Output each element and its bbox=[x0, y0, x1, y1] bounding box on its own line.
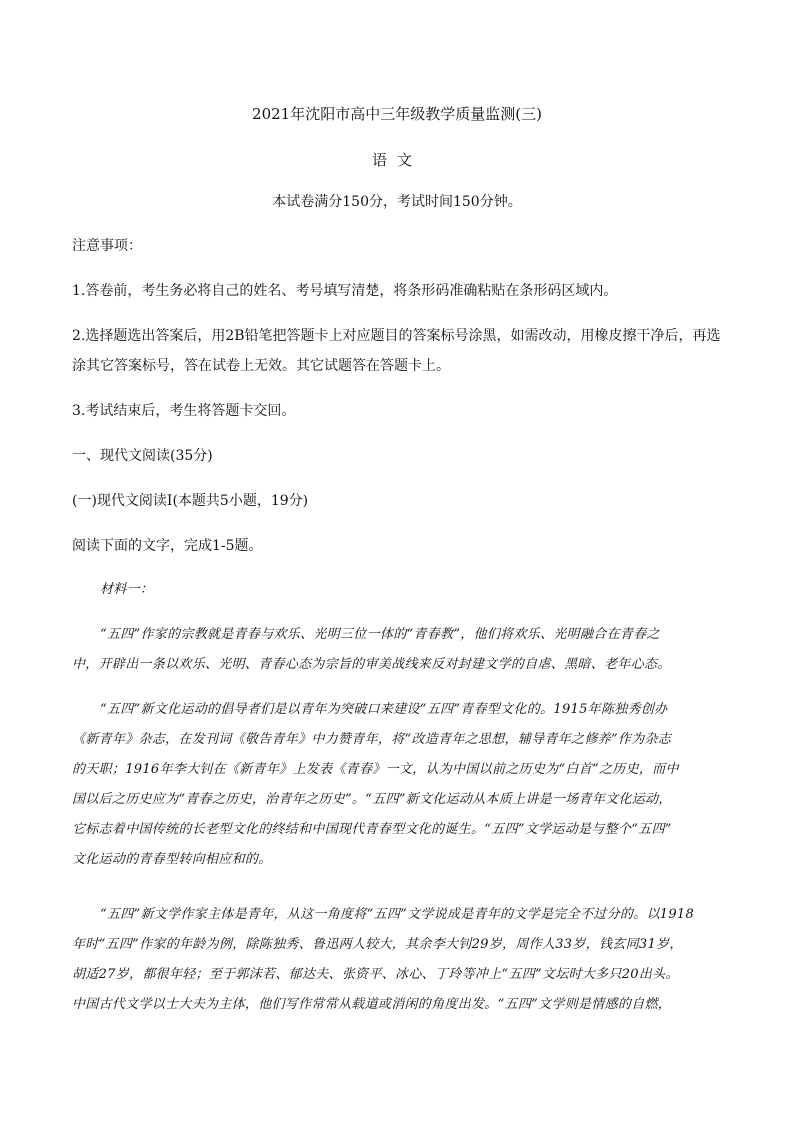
paragraph-2-line: 的天职；1916年李大钊在《新青年》上发表《青春》一文，认为中国以前之历史为“白首”之历史，而中 bbox=[72, 762, 679, 777]
section-heading: 一、现代文阅读(35分) bbox=[72, 448, 213, 464]
paragraph-2-line: 它标志着中国传统的长老型文化的终结和中国现代青春型文化的诞生。“五四”文学运动是与整个“五四” bbox=[72, 822, 672, 837]
exam-subject: 语文 bbox=[371, 151, 422, 169]
exam-title: 2021年沈阳市高中三年级教学质量监测(三) bbox=[252, 105, 542, 123]
subsection-heading: (一)现代文阅读Ⅰ(本题共5小题，19分) bbox=[72, 493, 309, 509]
notes-heading: 注意事项： bbox=[72, 238, 142, 254]
material-label: 材料一： bbox=[100, 582, 154, 597]
exam-info: 本试卷满分150分，考试时间150分钟。 bbox=[272, 194, 522, 210]
paragraph-2-line: “五四”新文化运动的倡导者们是以青年为突破口来建设“五四”青春型文化的。1915年陈独秀创办 bbox=[100, 702, 668, 717]
notes-item-2-line-2: 涂其它答案标号，答在试卷上无效。其它试题答在答题卡上。 bbox=[72, 358, 450, 374]
reading-instruction: 阅读下面的文字，完成1-5题。 bbox=[72, 538, 263, 554]
paragraph-3-line: “五四”新文学作家主体是青年，从这一角度将“五四”文学说成是青年的文学是完全不过分的。以1918 bbox=[100, 907, 695, 922]
notes-item-1: 1.答卷前，考生务必将自己的姓名、考号填写清楚，将条形码准确粘贴在条形码区域内。 bbox=[72, 283, 618, 299]
paragraph-2-line: 《新青年》杂志，在发刊词《敬告青年》中力赞青年，将“改造青年之思想，辅导青年之修养”作为杂志 bbox=[72, 732, 672, 747]
notes-item-3: 3.考试结束后，考生将答题卡交回。 bbox=[72, 403, 296, 419]
paragraph-2-line: 文化运动的青春型转向相应和的。 bbox=[72, 852, 272, 867]
paragraph-1-line: “五四”作家的宗教就是青春与欢乐、光明三位一体的“青春教”，他们将欢乐、光明融合在青春之 bbox=[100, 627, 660, 642]
paragraph-3-line: 胡适27岁，都很年轻；至于郭沫若、郁达夫、张资平、冰心、丁玲等冲上“五四”文坛时大多只20出头。 bbox=[72, 967, 679, 982]
paragraph-3-line: 年时“五四”作家的年龄为例，除陈独秀、鲁迅两人较大，其余李大钊29岁，周作人33岁，钱玄同31岁， bbox=[72, 937, 683, 952]
paragraph-2-line: 国以后之历史应为“青春之历史，治青年之历史”。“五四”新文化运动从本质上讲是一场青年文化运动， bbox=[72, 792, 672, 807]
notes-item-2-line-1: 2.选择题选出答案后，用2B铅笔把答题卡上对应题目的答案标号涂黑，如需改动，用橡皮擦干净后，再选 bbox=[72, 328, 721, 344]
paragraph-3-line: 中国古代文学以士大夫为主体，他们写作常常从载道或消闲的角度出发。“五四”文学则是情感的自燃， bbox=[72, 997, 672, 1012]
paragraph-1-line: 中，开辟出一条以欢乐、光明、青春心态为宗旨的审美战线来反对封建文学的自虐、黑暗、老年心态。 bbox=[72, 657, 671, 672]
